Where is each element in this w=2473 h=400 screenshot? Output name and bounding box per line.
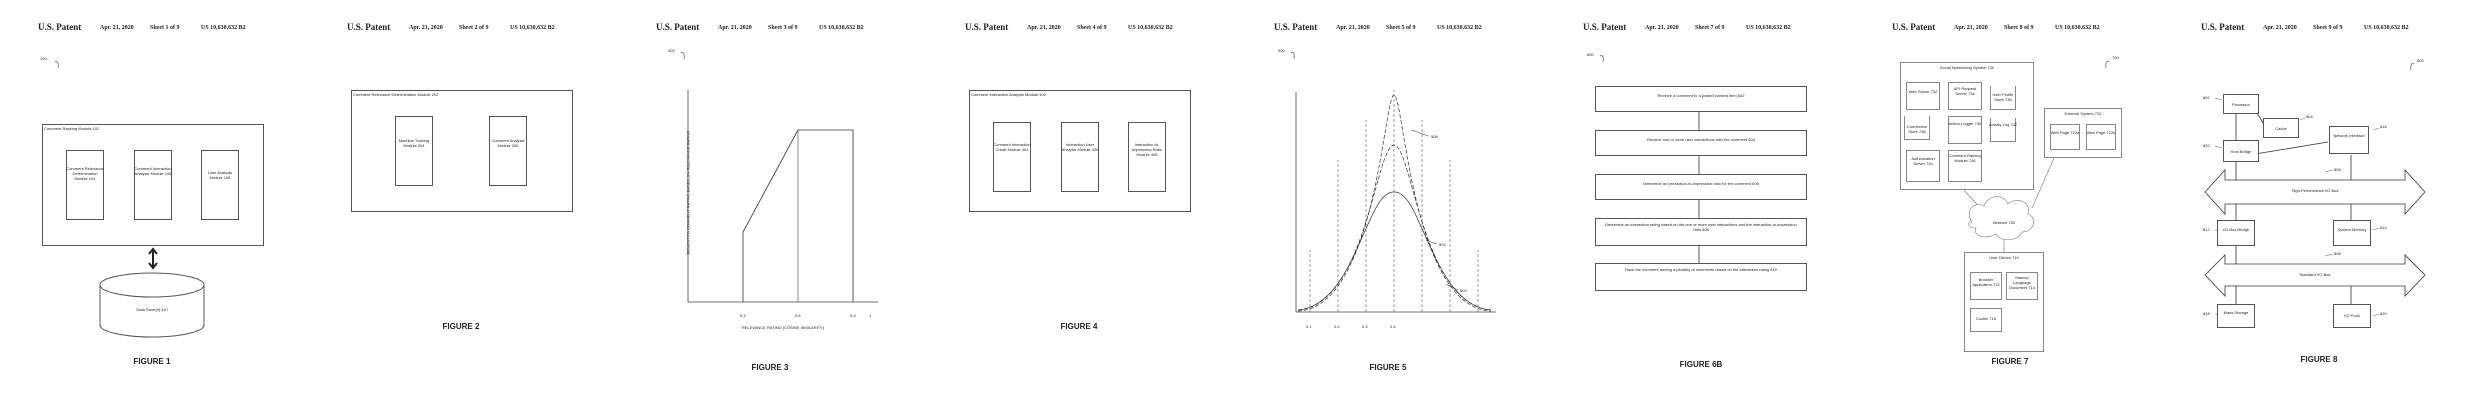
mass-storage [2217, 304, 2255, 328]
patent-label: U.S. Patent [1274, 22, 1318, 32]
fig8-drawing [2163, 0, 2472, 400]
module-box [351, 90, 573, 212]
user-device-title: User Device 710 [1989, 255, 2019, 260]
patent-number: US 10,630,632 B2 [819, 25, 864, 31]
figure-caption: FIGURE 8 [2300, 355, 2338, 364]
flow-step-label: Determine an interaction rating based on the one or more user interactions and the interaction-to-impression ratio 608 [1605, 222, 1797, 232]
flow-step-label: Rank the comment among a plurality of comments based on the interaction rating 610 [1625, 267, 1777, 272]
figure-caption: FIGURE 4 [1060, 322, 1098, 331]
x-tick: 0.3 [1362, 324, 1368, 329]
web-page [2050, 124, 2080, 150]
patent-date: Apr. 21, 2020 [2263, 25, 2297, 31]
ref-number: 808 [2334, 251, 2341, 256]
module-title: Comment Relevance Determination Module 202 [353, 92, 439, 97]
item-label: Processor [2231, 102, 2250, 107]
ref-number: 804 [2306, 114, 2313, 119]
sheet-5 [1236, 0, 1545, 400]
patent-label: U.S. Patent [965, 22, 1009, 32]
ref-number: 820 [2380, 311, 2387, 316]
patent-number: US 10,630,632 B2 [2364, 25, 2409, 31]
sub-module-label: Comment Interaction Credit Module 404 [993, 142, 1031, 152]
sub-module [1061, 122, 1099, 192]
flow-step [1595, 86, 1807, 112]
sheet-number: Sheet 4 of 9 [1077, 25, 1107, 31]
sheet-4 [927, 0, 1236, 400]
sns-title: Social Networking System 730 [1939, 65, 1995, 70]
patent-number: US 10,630,632 B2 [2055, 25, 2100, 31]
curve-ref: 506 [1431, 134, 1438, 139]
x-tick: 0.9 [850, 313, 856, 318]
item-label: Mass Storage [2223, 310, 2249, 315]
ref-number: 812 [2203, 227, 2210, 232]
patent-label: U.S. Patent [2201, 22, 2245, 32]
ud-item-label: Browser Application 712 [1972, 277, 2000, 287]
x-tick: 0.3 [740, 313, 746, 318]
patent-number: US 10,630,632 B2 [201, 25, 246, 31]
patent-label: U.S. Patent [1892, 22, 1936, 32]
patent-number: US 10,630,632 B2 [1746, 25, 1791, 31]
sns-item-label: Connection Store 738 [1906, 124, 1928, 134]
patent-date: Apr. 21, 2020 [718, 25, 752, 31]
item-label: System Memory [2337, 227, 2367, 232]
figure-caption: FIGURE 1 [133, 357, 171, 366]
figure-caption: FIGURE 2 [442, 322, 480, 331]
sub-module-label: Machine Training Module 204 [398, 138, 430, 148]
sns-item-label: Comment Ranking Module 746 [1948, 153, 1982, 163]
sns-item [1906, 150, 1940, 182]
x-axis-label: RELEVANCE RATING (COSINE SIMILARITY) [741, 325, 825, 330]
data-store-label: Data Store(s) 110 [136, 307, 168, 312]
header [347, 22, 617, 36]
item-label: I/O Bus Bridge [2222, 227, 2249, 232]
sns-item-label: Action Logger 740 [1948, 121, 1982, 126]
sns-item-label: API Request Server 734 [1953, 86, 1977, 96]
x-tick: 0.2 [1334, 324, 1340, 329]
patent-date: Apr. 21, 2020 [100, 25, 134, 31]
flow-step [1595, 174, 1807, 200]
item-label: Network Interface [2333, 133, 2365, 138]
sub-module-label: Interaction-to-Impression Ratio Module 408 [1131, 142, 1162, 157]
web-page-label: Web Page 722a [2050, 130, 2080, 135]
sheet-7 [1854, 0, 2163, 400]
sub-module [489, 116, 527, 186]
sheet-3 [618, 0, 927, 400]
ref-number: 816 [2380, 124, 2387, 129]
patent-number: US 10,630,632 B2 [1437, 25, 1482, 31]
figure-ref: 300 [668, 48, 675, 53]
x-tick: 0.6 [795, 313, 801, 318]
patent-label: U.S. Patent [656, 22, 700, 32]
sub-module-label: Comment Interaction Analysis Module 106 [134, 166, 172, 176]
figure-caption: FIGURE 6B [1679, 360, 1723, 369]
bus-label: High Performance I/O Bus [2291, 188, 2339, 193]
sns-item-label: Web Server 732 [1908, 89, 1938, 94]
curve-ref: 502 [1460, 288, 1467, 293]
sub-module [395, 116, 433, 186]
web-page [2086, 124, 2116, 150]
patent-label: U.S. Patent [1583, 22, 1627, 32]
flow-step [1595, 130, 1807, 156]
item-label: Cache [2275, 126, 2287, 131]
sheet-1 [0, 0, 309, 400]
sns-item-label: Activity Log 742 [1988, 122, 2018, 127]
network-label: Network 750 [1992, 220, 2016, 225]
flow-step-label: Receive a comment to a posted content item 602 [1657, 93, 1745, 98]
sheet-2 [309, 0, 618, 400]
sns-item-label: User Profile Store 736 [1992, 92, 2014, 102]
module-title: Comment Ranking Module 102 [44, 126, 100, 131]
sub-module-label: Comment Analysis Module 206 [491, 138, 525, 148]
figure-ref: 800 [2417, 58, 2424, 63]
sheet-number: Sheet 2 of 9 [459, 25, 489, 31]
ref-number: 806 [2334, 167, 2341, 172]
patent-number: US 10,630,632 B2 [1128, 25, 1173, 31]
x-tick: 1 [869, 313, 872, 318]
fig5-chart [1236, 0, 1545, 400]
bus-label: Standard I/O Bus [2299, 272, 2331, 277]
ud-item-label: Markup Language Document 714 [2008, 275, 2035, 290]
ref-number: 802 [2203, 95, 2210, 100]
sheet-number: Sheet 9 of 9 [2313, 25, 2343, 31]
ref-number: 810 [2203, 143, 2210, 148]
sns-item [1906, 82, 1940, 110]
patent-date: Apr. 21, 2020 [1336, 25, 1370, 31]
module-title: Comment Interaction Analysis Module 402 [971, 92, 1046, 97]
sub-module-label: User Analysis Module 108 [207, 170, 233, 180]
network-interface [2329, 126, 2369, 154]
external-system-title: External System 720 [2064, 111, 2102, 116]
patent-date: Apr. 21, 2020 [409, 25, 443, 31]
x-tick: 0.4 [1390, 324, 1396, 329]
y-axis-label: BENEFIT TO COMMENT RATING BASED ON RELEVANCE RATING [685, 130, 691, 255]
flow-step-label: Receive one or more user interactions with the comment 604 [1647, 137, 1755, 142]
figure-ref: 500 [1278, 48, 1285, 53]
ref-number: 814 [2380, 225, 2387, 230]
sub-module [993, 122, 1031, 192]
sub-module-label: Interaction User Analysis Module 406 [1061, 142, 1099, 152]
figure-ref: 100 [40, 56, 47, 61]
item-label: Host Bridge [2230, 149, 2252, 154]
system-memory [2333, 220, 2371, 246]
item-label: I/O Ports [2344, 313, 2360, 318]
sheet-number: Sheet 3 of 9 [768, 25, 798, 31]
patent-label: U.S. Patent [347, 22, 391, 32]
header [965, 22, 1235, 36]
patent-number: US 10,630,632 B2 [510, 25, 555, 31]
patent-date: Apr. 21, 2020 [1027, 25, 1061, 31]
sheet-number: Sheet 5 of 9 [1386, 25, 1416, 31]
fig1-drawing [0, 0, 309, 400]
sns-item-label: Authorization Server 744 [1911, 156, 1935, 166]
io-bus-bridge [2217, 220, 2255, 246]
sub-module [1128, 122, 1166, 192]
curve-ref: 504 [1439, 242, 1446, 247]
sheet-6 [1545, 0, 1854, 400]
fig6-arrows [1545, 0, 1854, 400]
patent-date: Apr. 21, 2020 [1954, 25, 1988, 31]
x-tick: 0.1 [1306, 324, 1312, 329]
patent-date: Apr. 21, 2020 [1645, 25, 1679, 31]
sheet-number: Sheet 1 of 9 [150, 25, 180, 31]
flow-step-label: Determine an interaction-to-impression ratio for the comment 606 [1643, 181, 1759, 186]
figure-caption: FIGURE 5 [1369, 363, 1407, 372]
figure-ref: 600 [1587, 52, 1594, 57]
figure-caption: FIGURE 3 [751, 363, 789, 372]
web-page-label: Web Page 722b [2086, 130, 2116, 135]
sub-module-label: Comment Relevance Determination Module 104 [66, 166, 104, 181]
figure-caption: FIGURE 7 [1991, 357, 2029, 366]
patent-label: U.S. Patent [38, 22, 82, 32]
figure-ref: 700 [2112, 55, 2119, 60]
sheet-number: Sheet 8 of 9 [2004, 25, 2034, 31]
ud-item-label: Cookie 716 [1975, 316, 1997, 321]
ref-number: 818 [2203, 311, 2210, 316]
user-device [1964, 252, 2044, 352]
sheet-number: Sheet 7 of 9 [1695, 25, 1725, 31]
sheet-8 [2163, 0, 2472, 400]
fig3-chart [618, 0, 927, 400]
